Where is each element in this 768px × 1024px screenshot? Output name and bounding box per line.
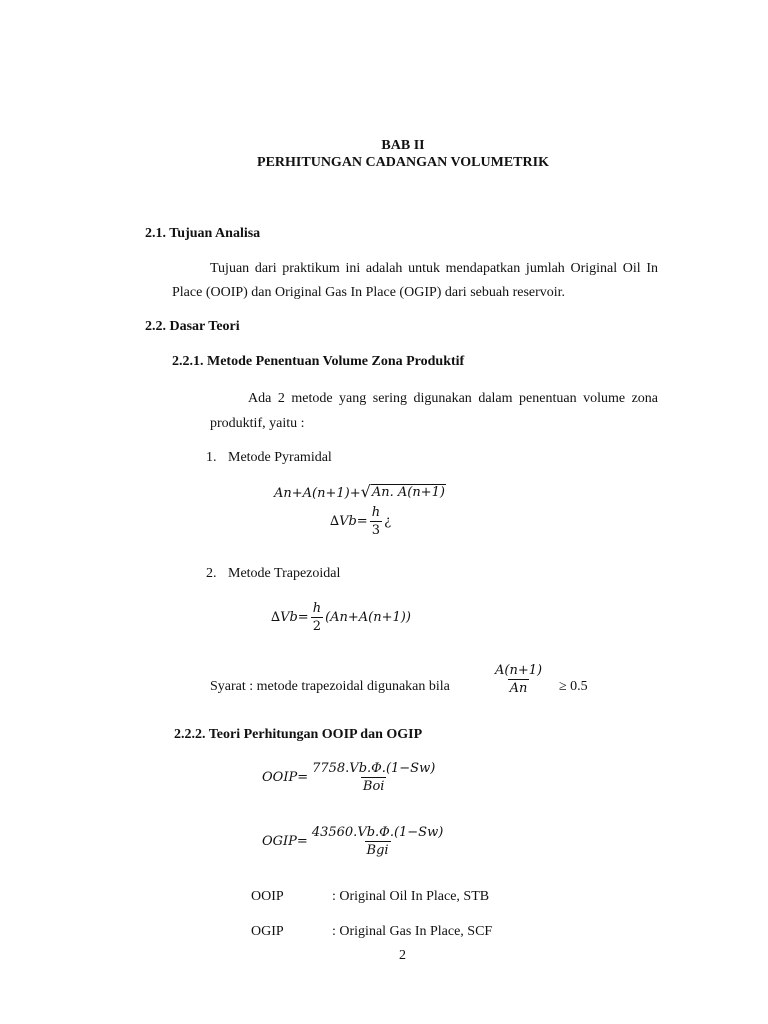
trapezoidal-rhs: (An+A(n+1))	[325, 610, 411, 625]
section-2-2-1-paragraph: Ada 2 metode yang sering digunakan dalam penentuan volume zona produktif, yaitu :	[210, 391, 658, 431]
trapezoidal-fraction	[311, 600, 323, 635]
chapter-label: BAB II	[381, 138, 425, 153]
pyramidal-tail: ¿	[384, 514, 392, 529]
ogip-lhs: OGIP=	[262, 834, 308, 849]
fraction-denominator: 3	[371, 523, 381, 538]
fraction-denominator: Boi	[362, 779, 385, 794]
trapezoidal-lhs: ∆Vb=	[271, 610, 309, 625]
syarat-frac	[493, 662, 544, 697]
pyramidal-lhs: ∆Vb=	[330, 514, 368, 529]
chapter-title: PERHITUNGAN CADANGAN VOLUMETRIK	[257, 155, 549, 170]
list-item	[206, 450, 332, 466]
definition-desc: : Original Gas In Place, SCF	[332, 924, 493, 939]
fraction-denominator: 2	[312, 619, 322, 634]
ooip-lhs: OOIP=	[262, 770, 309, 785]
pyramidal-formula-top	[274, 484, 446, 501]
page-number: 2	[399, 948, 406, 963]
fraction-numerator: 43560.Vb.Φ.(1−Sw)	[311, 825, 444, 840]
trapezoidal-formula	[271, 600, 411, 635]
fraction-denominator: An	[509, 681, 528, 696]
fraction-numerator: 7758.Vb.Φ.(1−Sw)	[312, 761, 436, 776]
ogip-formula	[262, 824, 447, 859]
definition-term: OGIP	[251, 924, 284, 939]
ooip-formula	[262, 760, 439, 795]
section-heading-2-1: 2.1. Tujuan Analisa	[145, 226, 261, 241]
fraction-numerator: A(n+1)	[495, 663, 543, 678]
list-item-label: Metode Pyramidal	[228, 450, 332, 465]
list-item-label: Metode Trapezoidal	[228, 566, 341, 581]
pyramidal-fraction	[370, 504, 382, 539]
definition-term: OOIP	[251, 889, 284, 904]
syarat-fraction	[491, 662, 546, 697]
ogip-fraction	[310, 824, 445, 859]
sqrt-expression	[361, 484, 446, 501]
sqrt-inner: An. A(n+1)	[371, 485, 445, 500]
list-item-number: 1.	[206, 450, 217, 465]
section-heading-2-2-2: 2.2.2. Teori Perhitungan OOIP dan OGIP	[174, 727, 423, 742]
list-item	[206, 566, 340, 582]
section-heading-2-2: 2.2. Dasar Teori	[145, 319, 240, 334]
list-item-number: 2.	[206, 566, 217, 581]
section-2-1-paragraph: Tujuan dari praktikum ini adalah untuk mendapatkan jumlah Original Oil In Place (OOIP) dan Original Gas In Place (OGIP) dari sebuah reservoir.	[172, 261, 658, 300]
ooip-fraction	[310, 760, 437, 795]
sqrt-icon: √	[360, 482, 371, 501]
fraction-numerator: h	[312, 601, 322, 616]
pyramidal-formula	[330, 504, 391, 539]
pyramidal-top-expression: An+A(n+1)+	[274, 486, 361, 501]
syarat-text: Syarat : metode trapezoidal digunakan bila	[210, 679, 450, 694]
section-heading-2-2-1: 2.2.1. Metode Penentuan Volume Zona Produktif	[172, 354, 465, 369]
definition-desc: : Original Oil In Place, STB	[332, 889, 490, 904]
fraction-denominator: Bgi	[366, 843, 389, 858]
fraction-numerator: h	[371, 505, 381, 520]
syarat-condition: ≥ 0.5	[559, 679, 588, 694]
